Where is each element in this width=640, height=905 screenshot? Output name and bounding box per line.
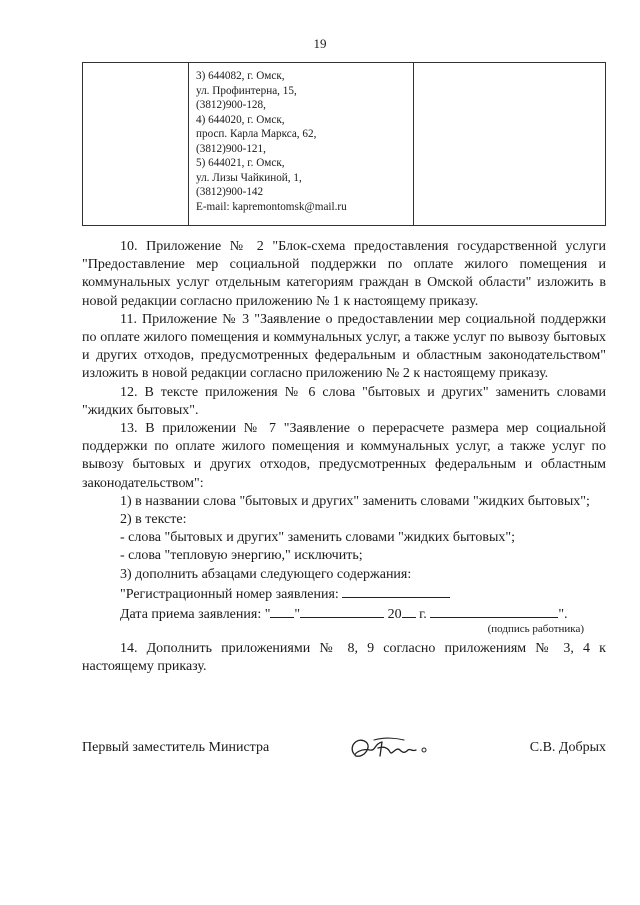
item-13-sub-3: 3) дополнить абзацами следующего содержания: — [120, 566, 412, 582]
page-number: 19 — [313, 36, 327, 51]
item-12: 12. В тексте приложения № 6 слова "бытовых и других" заменить словами "жидких бытовых". — [82, 384, 606, 418]
day-blank — [270, 604, 294, 618]
year-blank — [402, 604, 416, 618]
address-line: ул. Лизы Чайкиной, 1, — [196, 171, 302, 184]
signature-blank — [430, 604, 558, 618]
signature-caption: (подпись работника) — [487, 623, 584, 636]
date-g: г. — [419, 607, 427, 623]
address-line: 5) 644021, г. Омск, — [196, 157, 285, 169]
address-table — [82, 62, 606, 226]
signature-block — [82, 732, 606, 772]
registration-number-label: "Регистрационный номер заявления: — [120, 586, 339, 602]
item-13-sub-1: 1) в названии слова "бытовых и других" заменить словами "жидких бытовых"; — [120, 493, 590, 509]
table-cell-right — [414, 63, 606, 226]
item-13-sub-2b: - слова "тепловую энергию," исключить; — [120, 548, 363, 564]
date-end: ". — [558, 607, 568, 623]
date-label: Дата приема заявления: " — [120, 607, 271, 623]
address-line: просп. Карла Маркса, 62, — [196, 128, 317, 140]
application-date-line — [82, 604, 606, 624]
address-line: (3812)900-128, — [196, 99, 266, 111]
date-year: 20 — [387, 607, 402, 623]
document-body — [82, 238, 606, 677]
address-list — [189, 63, 413, 214]
table-cell-left — [83, 63, 189, 226]
item-13-sub-2: 2) в тексте: — [120, 512, 187, 528]
table-cell-addresses — [189, 63, 414, 226]
item-11: 11. Приложение № 3 "Заявление о предоставлении мер социальной поддержки по оплате жилого помещения и коммунальных услуг, а также услуг по вывозу бытовых и других отходов, предусмотренных федеральным и областным законодательством" изложить в новой редакции согласно приложению № 2 к настоящему приказу. — [82, 311, 606, 382]
address-line: (3812)900-121, — [196, 142, 266, 155]
registration-number-blank — [342, 584, 450, 598]
item-13-sub-2a: - слова "бытовых и других" заменить словами "жидких бытовых"; — [120, 530, 515, 546]
item-14: 14. Дополнить приложениями № 8, 9 согласно приложениям № 3, 4 к настоящему приказу. — [82, 641, 606, 675]
date-quote: " — [294, 607, 301, 623]
item-13: 13. В приложении № 7 "Заявление о перерасчете размера мер социальной поддержки по оплате жилого помещения и коммунальных услуг, а также услуг по вывозу бытовых и других отходов, предусмотренных федеральным и областным законодательством": — [82, 421, 606, 491]
address-line: 4) 644020, г. Омск, — [196, 113, 285, 126]
address-line: (3812)900-142 — [196, 186, 264, 198]
address-line: 3) 644082, г. Омск, — [196, 70, 285, 82]
address-line: ул. Профинтерна, 15, — [196, 84, 297, 97]
handwritten-signature — [344, 732, 434, 766]
registration-number-line — [82, 584, 606, 604]
signatory-name: С.В. Добрых — [529, 740, 606, 755]
email-line: E-mail: kapremontomsk@mail.ru — [196, 200, 347, 213]
month-blank — [300, 604, 384, 618]
signatory-position: Первый заместитель Министра — [82, 740, 270, 755]
item-10: 10. Приложение № 2 "Блок-схема предоставления государственной услуги "Предоставление мер социальной поддержки по оплате жилого помещения и коммунальных услуг отдельным категориям граждан в Омской области" изложить в новой редакции согласно приложению № 1 к настоящему приказу. — [82, 239, 606, 309]
